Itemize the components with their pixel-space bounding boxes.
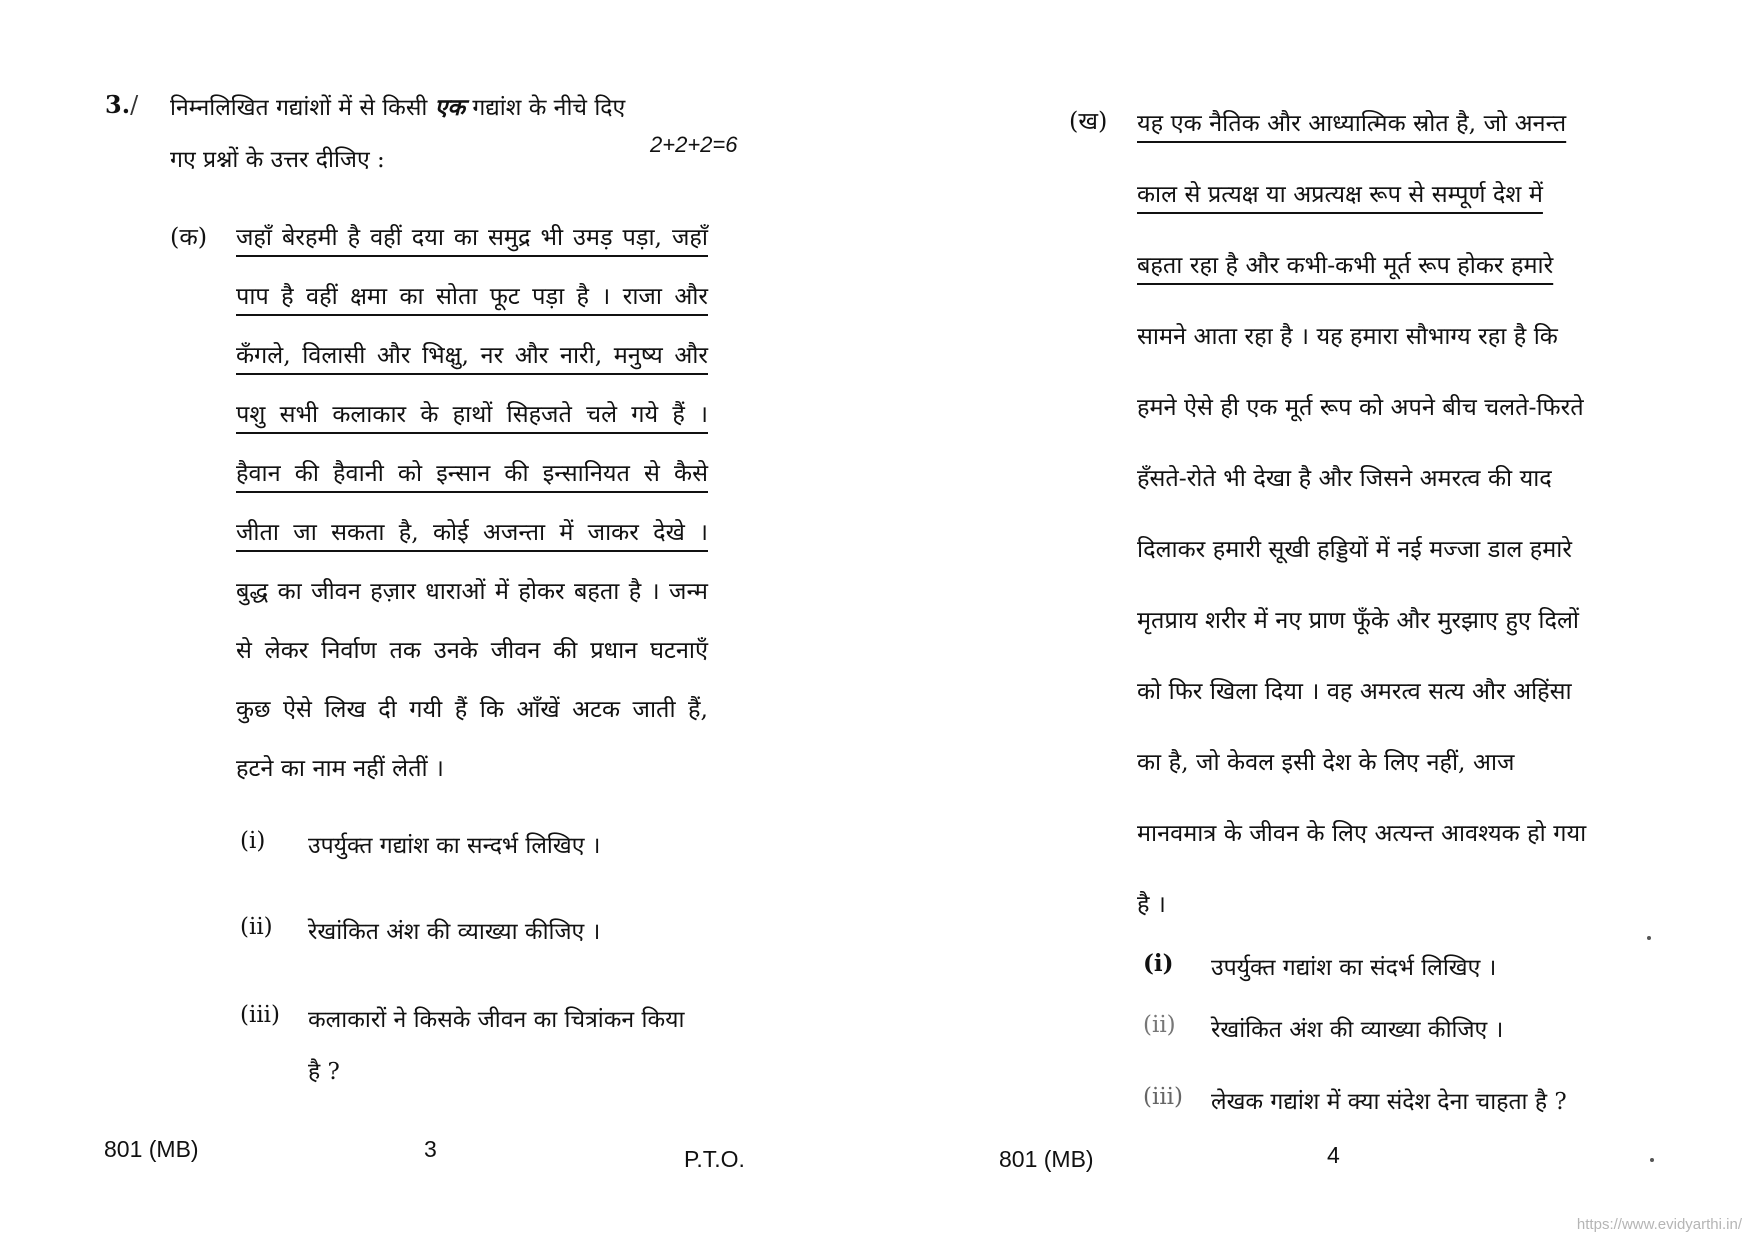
paper-code: 801 (MB) <box>999 1146 1094 1172</box>
passage-line: हैवान की हैवानी को इन्सान की इन्सानियत से कैसे <box>236 459 708 487</box>
passage-line: जीता जा सकता है, कोई अजन्ता में जाकर देखे । <box>236 518 708 546</box>
passage-line: बहता रहा है और कभी-कभी मूर्त रूप होकर हमारे <box>1137 251 1554 279</box>
passage-line: से लेकर निर्वाण तक उनके जीवन की प्रधान घटनाएँ <box>236 636 708 664</box>
passage-line: कँगले, विलासी और भिक्षु, नर और नारी, मनुष्य और <box>236 341 708 369</box>
passage-line: जहाँ बेरहमी है वहीं दया का समुद्र भी उमड़ पड़ा, जहाँ <box>236 223 708 251</box>
page-number: 4 <box>1327 1142 1340 1168</box>
passage-line: काल से प्रत्यक्ष या अप्रत्यक्ष रूप से सम्पूर्ण देश में <box>1137 180 1543 208</box>
watermark: https://www.evidyarthi.in/ <box>1576 1216 1742 1233</box>
part-label-kha: (ख) <box>1069 107 1108 135</box>
passage-line: यह एक नैतिक और आध्यात्मिक स्रोत है, जो अनन्त <box>1137 109 1567 137</box>
passage-line: सामने आता रहा है । यह हमारा सौभाग्य रहा है कि <box>1137 322 1558 350</box>
part-label-ka: (क) <box>170 223 208 251</box>
page-number: 3 <box>424 1136 437 1162</box>
instruction-emphasis: एक <box>434 94 466 121</box>
passage-line: हँसते-रोते भी देखा है और जिसने अमरत्व की याद <box>1137 464 1552 492</box>
passage-line: पाप है वहीं क्षमा का सोता फूट पड़ा है । राजा और <box>236 282 708 310</box>
passage-line: दिलाकर हमारी सूखी हड्डियों में नई मज्जा डाल हमारे <box>1137 535 1573 563</box>
passage-line: हमने ऐसे ही एक मूर्त रूप को अपने बीच चलते-फिरते <box>1137 393 1584 421</box>
passage-line: मानवमात्र के जीवन के लिए अत्यन्त आवश्यक हो गया <box>1137 819 1587 847</box>
marks-allocation: 2+2+2=6 <box>650 132 738 157</box>
pto-label: P.T.O. <box>684 1146 745 1172</box>
question-instruction: निम्नलिखित गद्यांशों में से किसी एक गद्यांश के नीचे दिए गए प्रश्नों के उत्तर दीजिए : <box>170 94 626 173</box>
passage-ka <box>236 208 708 798</box>
passage-line: हटने का नाम नहीं लेतीं । <box>236 754 444 782</box>
scan-speck <box>1647 936 1651 940</box>
question-number: 3./ <box>105 90 139 119</box>
passage-line: मृतप्राय शरीर में नए प्राण फूँके और मुरझाए हुए दिलों <box>1137 606 1579 634</box>
passage-line: को फिर खिला दिया । वह अमरत्व सत्य और अहिंसा <box>1137 677 1572 705</box>
right-page: (ख) यह एक नैतिक और आध्यात्मिक स्रोत है, जो अनन्त काल से प्रत्यक्ष या अप्रत्यक्ष रूप से सम्पूर्ण देश में बहता रहा है और कभी-कभी मूर्त रूप होकर हमारे सामने आता रहा है । यह हमारा सौभाग्य रहा है कि हमने ऐसे ही एक मूर्त रूप को अपने बीच चलते-फिरते हँसते-रोते भी देखा है और जिसने अमरत्व की याद दिलाकर हमारी सूखी हड्डियों में नई मज्जा डाल हमारे मृतप्राय शरीर में नए प्राण फूँके और मुरझाए हुए दिलों को फिर खिला दिया । वह अमरत्व सत्य और अहिंसा का है, जो केवल इसी देश के लिए नहीं, आज मानवमात्र के जीवन के लिए अत्यन्त आवश्यक हो गया है । (i) उपर्युक्त गद्यांश का संदर्भ लिखिए । (ii) रेखांकित अंश की व्याख्या कीजिए । (iii) लेखक गद्यांश में क्या संदेश देना चाहता है ? 801 (MB) 4 <box>877 0 1754 1241</box>
left-page: 3./ निम्नलिखित गद्यांशों में से किसी एक गद्यांश के नीचे दिए गए प्रश्नों के उत्तर दीजिए : 2+2+2=6 (क) जहाँ बेरहमी है वहीं दया का समुद्र भी उमड़ पड़ा, जहाँ पाप है वहीं क्षमा का सोता फूट पड़ा है । राजा और कँगले, विलासी और भिक्षु, नर और नारी, मनुष्य और पशु सभी कलाकार के हाथों सिहजते चले गये हैं । हैवान की हैवानी को इन्सान की इन्सानियत से कैसे जीता जा सकता है, कोई अजन्ता में जाकर देखे । बुद्ध का जीवन हज़ार धाराओं में होकर बहता है । जन्म से लेकर निर्वाण तक उनके जीवन की प्रधान घटनाएँ कुछ ऐसे लिख दी गयी हैं कि आँखें अटक जाती हैं, हटने का नाम नहीं लेतीं । (i) उपर्युक्त गद्यांश का सन्दर्भ लिखिए । (ii) रेखांकित अंश की व्याख्या कीजिए । (iii) कलाकारों ने किसके जीवन का चित्रांकन किया है ? 801 (MB) 3 P.T.O. <box>0 0 877 1241</box>
passage-line: कुछ ऐसे लिख दी गयी हैं कि आँखें अटक जाती हैं, <box>236 695 708 723</box>
passage-line: है । <box>1137 890 1166 918</box>
paper-code: 801 (MB) <box>104 1136 199 1162</box>
passage-line: बुद्ध का जीवन हज़ार धाराओं में होकर बहता है । जन्म <box>236 577 708 605</box>
passage-line: पशु सभी कलाकार के हाथों सिहजते चले गये हैं । <box>236 400 708 428</box>
scan-speck <box>1650 1158 1654 1162</box>
passage-line: का है, जो केवल इसी देश के लिए नहीं, आज <box>1137 748 1515 776</box>
